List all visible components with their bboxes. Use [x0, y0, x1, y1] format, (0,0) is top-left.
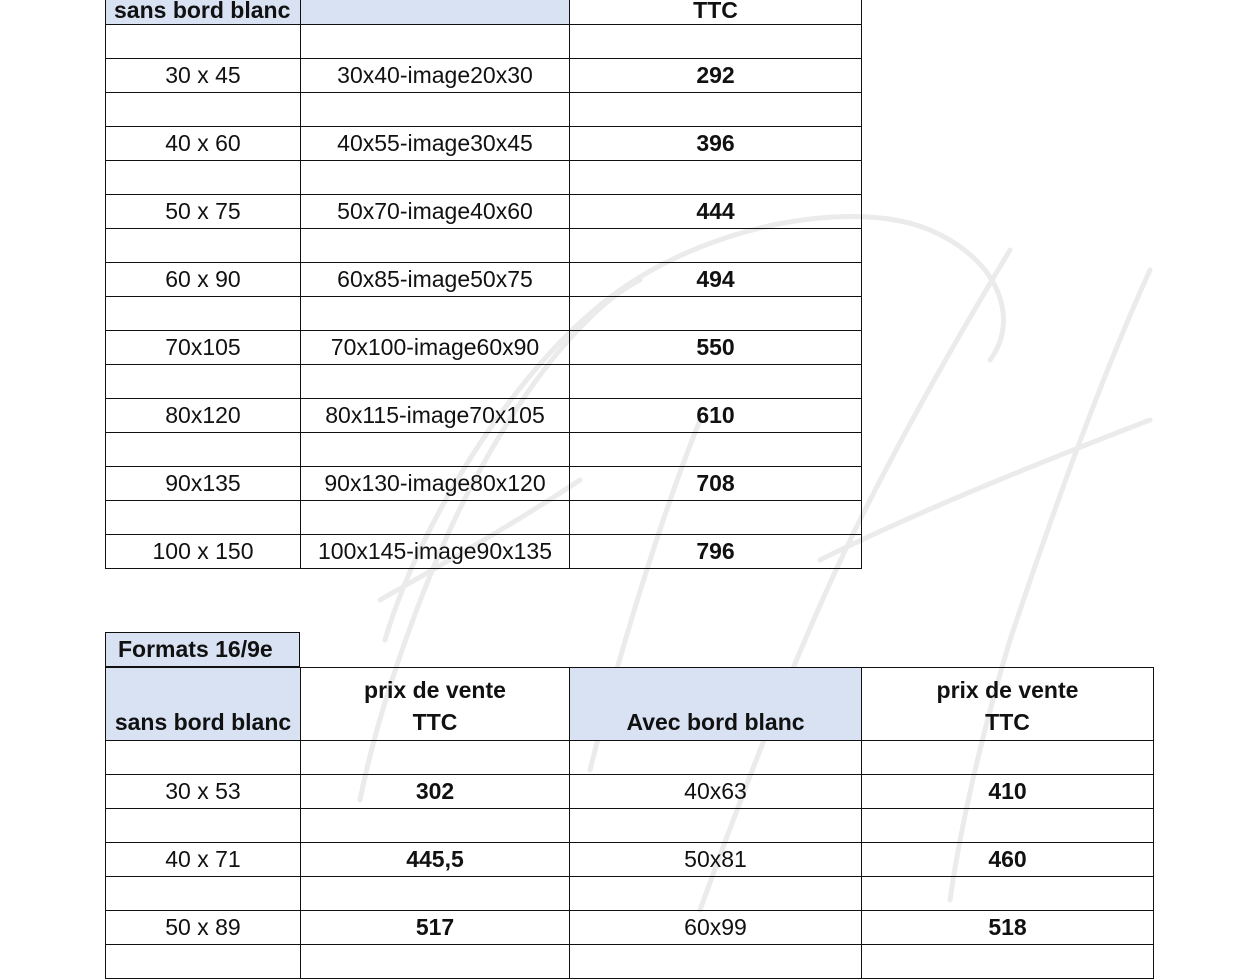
price-cell — [570, 161, 862, 195]
table-row — [106, 911, 1154, 945]
frame-cell — [301, 433, 570, 467]
price-cell — [301, 945, 570, 979]
price-cell — [570, 229, 862, 263]
price-cell: 708 — [570, 467, 862, 501]
size-cell — [106, 229, 301, 263]
price-table-standard — [105, 0, 862, 569]
price-cell — [570, 93, 862, 127]
table-row — [106, 741, 1154, 775]
size-border-cell: 40x63 — [570, 775, 862, 809]
table-row — [106, 161, 862, 195]
price-cell — [301, 809, 570, 843]
size-cell — [106, 25, 301, 59]
table-row — [106, 501, 862, 535]
size-cell — [106, 809, 301, 843]
frame-cell: 100x145-image90x135 — [301, 535, 570, 569]
size-cell: 90x135 — [106, 467, 301, 501]
table-row — [106, 25, 862, 59]
size-cell: 30 x 45 — [106, 59, 301, 93]
price-border-cell — [862, 741, 1154, 775]
table-row — [106, 195, 862, 229]
size-border-cell — [570, 741, 862, 775]
price-cell: 396 — [570, 127, 862, 161]
price-cell — [570, 433, 862, 467]
header-sans-bord-blanc: sans bord blanc — [106, 668, 301, 741]
table-row — [106, 809, 1154, 843]
price-cell: 610 — [570, 399, 862, 433]
table-row — [106, 365, 862, 399]
price-cell: 494 — [570, 263, 862, 297]
table-row — [106, 843, 1154, 877]
price-border-cell — [862, 809, 1154, 843]
frame-cell: 50x70-image40x60 — [301, 195, 570, 229]
table-row — [106, 297, 862, 331]
table-row — [106, 535, 862, 569]
size-border-cell: 50x81 — [570, 843, 862, 877]
frame-cell: 90x130-image80x120 — [301, 467, 570, 501]
table-row — [106, 775, 1154, 809]
header-price-ttc: TTC — [570, 0, 862, 25]
price-cell — [570, 365, 862, 399]
price-cell: 550 — [570, 331, 862, 365]
table-row — [106, 399, 862, 433]
price-cell: 292 — [570, 59, 862, 93]
size-cell: 40 x 60 — [106, 127, 301, 161]
frame-cell: 40x55-image30x45 — [301, 127, 570, 161]
table-row — [106, 59, 862, 93]
size-cell: 40 x 71 — [106, 843, 301, 877]
header-price-ttc — [301, 668, 570, 741]
header-price-border-line2: TTC — [985, 709, 1030, 735]
price-cell: 796 — [570, 535, 862, 569]
header-frame-format — [301, 0, 570, 25]
size-cell — [106, 501, 301, 535]
frame-cell — [301, 161, 570, 195]
frame-cell — [301, 365, 570, 399]
price-cell: 445,5 — [301, 843, 570, 877]
table-row — [106, 945, 1154, 979]
table-row — [106, 331, 862, 365]
frame-cell — [301, 501, 570, 535]
price-cell — [570, 501, 862, 535]
size-cell: 50 x 75 — [106, 195, 301, 229]
price-cell: 517 — [301, 911, 570, 945]
size-cell — [106, 433, 301, 467]
frame-cell: 80x115-image70x105 — [301, 399, 570, 433]
price-cell — [570, 25, 862, 59]
size-cell — [106, 93, 301, 127]
size-cell — [106, 365, 301, 399]
frame-cell: 30x40-image20x30 — [301, 59, 570, 93]
size-cell: 50 x 89 — [106, 911, 301, 945]
size-cell: 70x105 — [106, 331, 301, 365]
header-avec-bord-blanc: Avec bord blanc — [570, 668, 862, 741]
section-caption-16-9: Formats 16/9e — [105, 632, 300, 667]
price-border-cell: 410 — [862, 775, 1154, 809]
price-table-16-9 — [105, 667, 1154, 979]
size-cell — [106, 741, 301, 775]
price-border-cell: 518 — [862, 911, 1154, 945]
header-price-ttc-border — [862, 668, 1154, 741]
size-cell: 80x120 — [106, 399, 301, 433]
price-cell — [301, 741, 570, 775]
frame-cell — [301, 229, 570, 263]
header-price-line1: prix de vente — [364, 677, 506, 703]
size-border-cell — [570, 945, 862, 979]
header-price-line2: TTC — [412, 709, 458, 735]
price-border-cell — [862, 877, 1154, 911]
table-row — [106, 433, 862, 467]
frame-cell: 60x85-image50x75 — [301, 263, 570, 297]
price-cell — [570, 297, 862, 331]
frame-cell — [301, 297, 570, 331]
header-price-border-line1: prix de vente — [936, 677, 1079, 703]
price-cell — [301, 877, 570, 911]
table-header-row — [106, 0, 862, 25]
size-border-cell — [570, 877, 862, 911]
table-row — [106, 877, 1154, 911]
table-row — [106, 229, 862, 263]
size-cell — [106, 945, 301, 979]
table-row — [106, 263, 862, 297]
size-cell: 60 x 90 — [106, 263, 301, 297]
size-cell — [106, 297, 301, 331]
frame-cell: 70x100-image60x90 — [301, 331, 570, 365]
size-border-cell — [570, 809, 862, 843]
frame-cell — [301, 93, 570, 127]
table-row — [106, 467, 862, 501]
price-border-cell — [862, 945, 1154, 979]
size-cell: 30 x 53 — [106, 775, 301, 809]
size-cell — [106, 877, 301, 911]
table-row — [106, 127, 862, 161]
size-cell: 100 x 150 — [106, 535, 301, 569]
header-sans-bord-blanc: sans bord blanc — [106, 0, 301, 25]
price-cell: 444 — [570, 195, 862, 229]
price-border-cell: 460 — [862, 843, 1154, 877]
frame-cell — [301, 25, 570, 59]
size-cell — [106, 161, 301, 195]
size-border-cell: 60x99 — [570, 911, 862, 945]
table-row — [106, 93, 862, 127]
table-header-row — [106, 668, 1154, 741]
price-cell: 302 — [301, 775, 570, 809]
